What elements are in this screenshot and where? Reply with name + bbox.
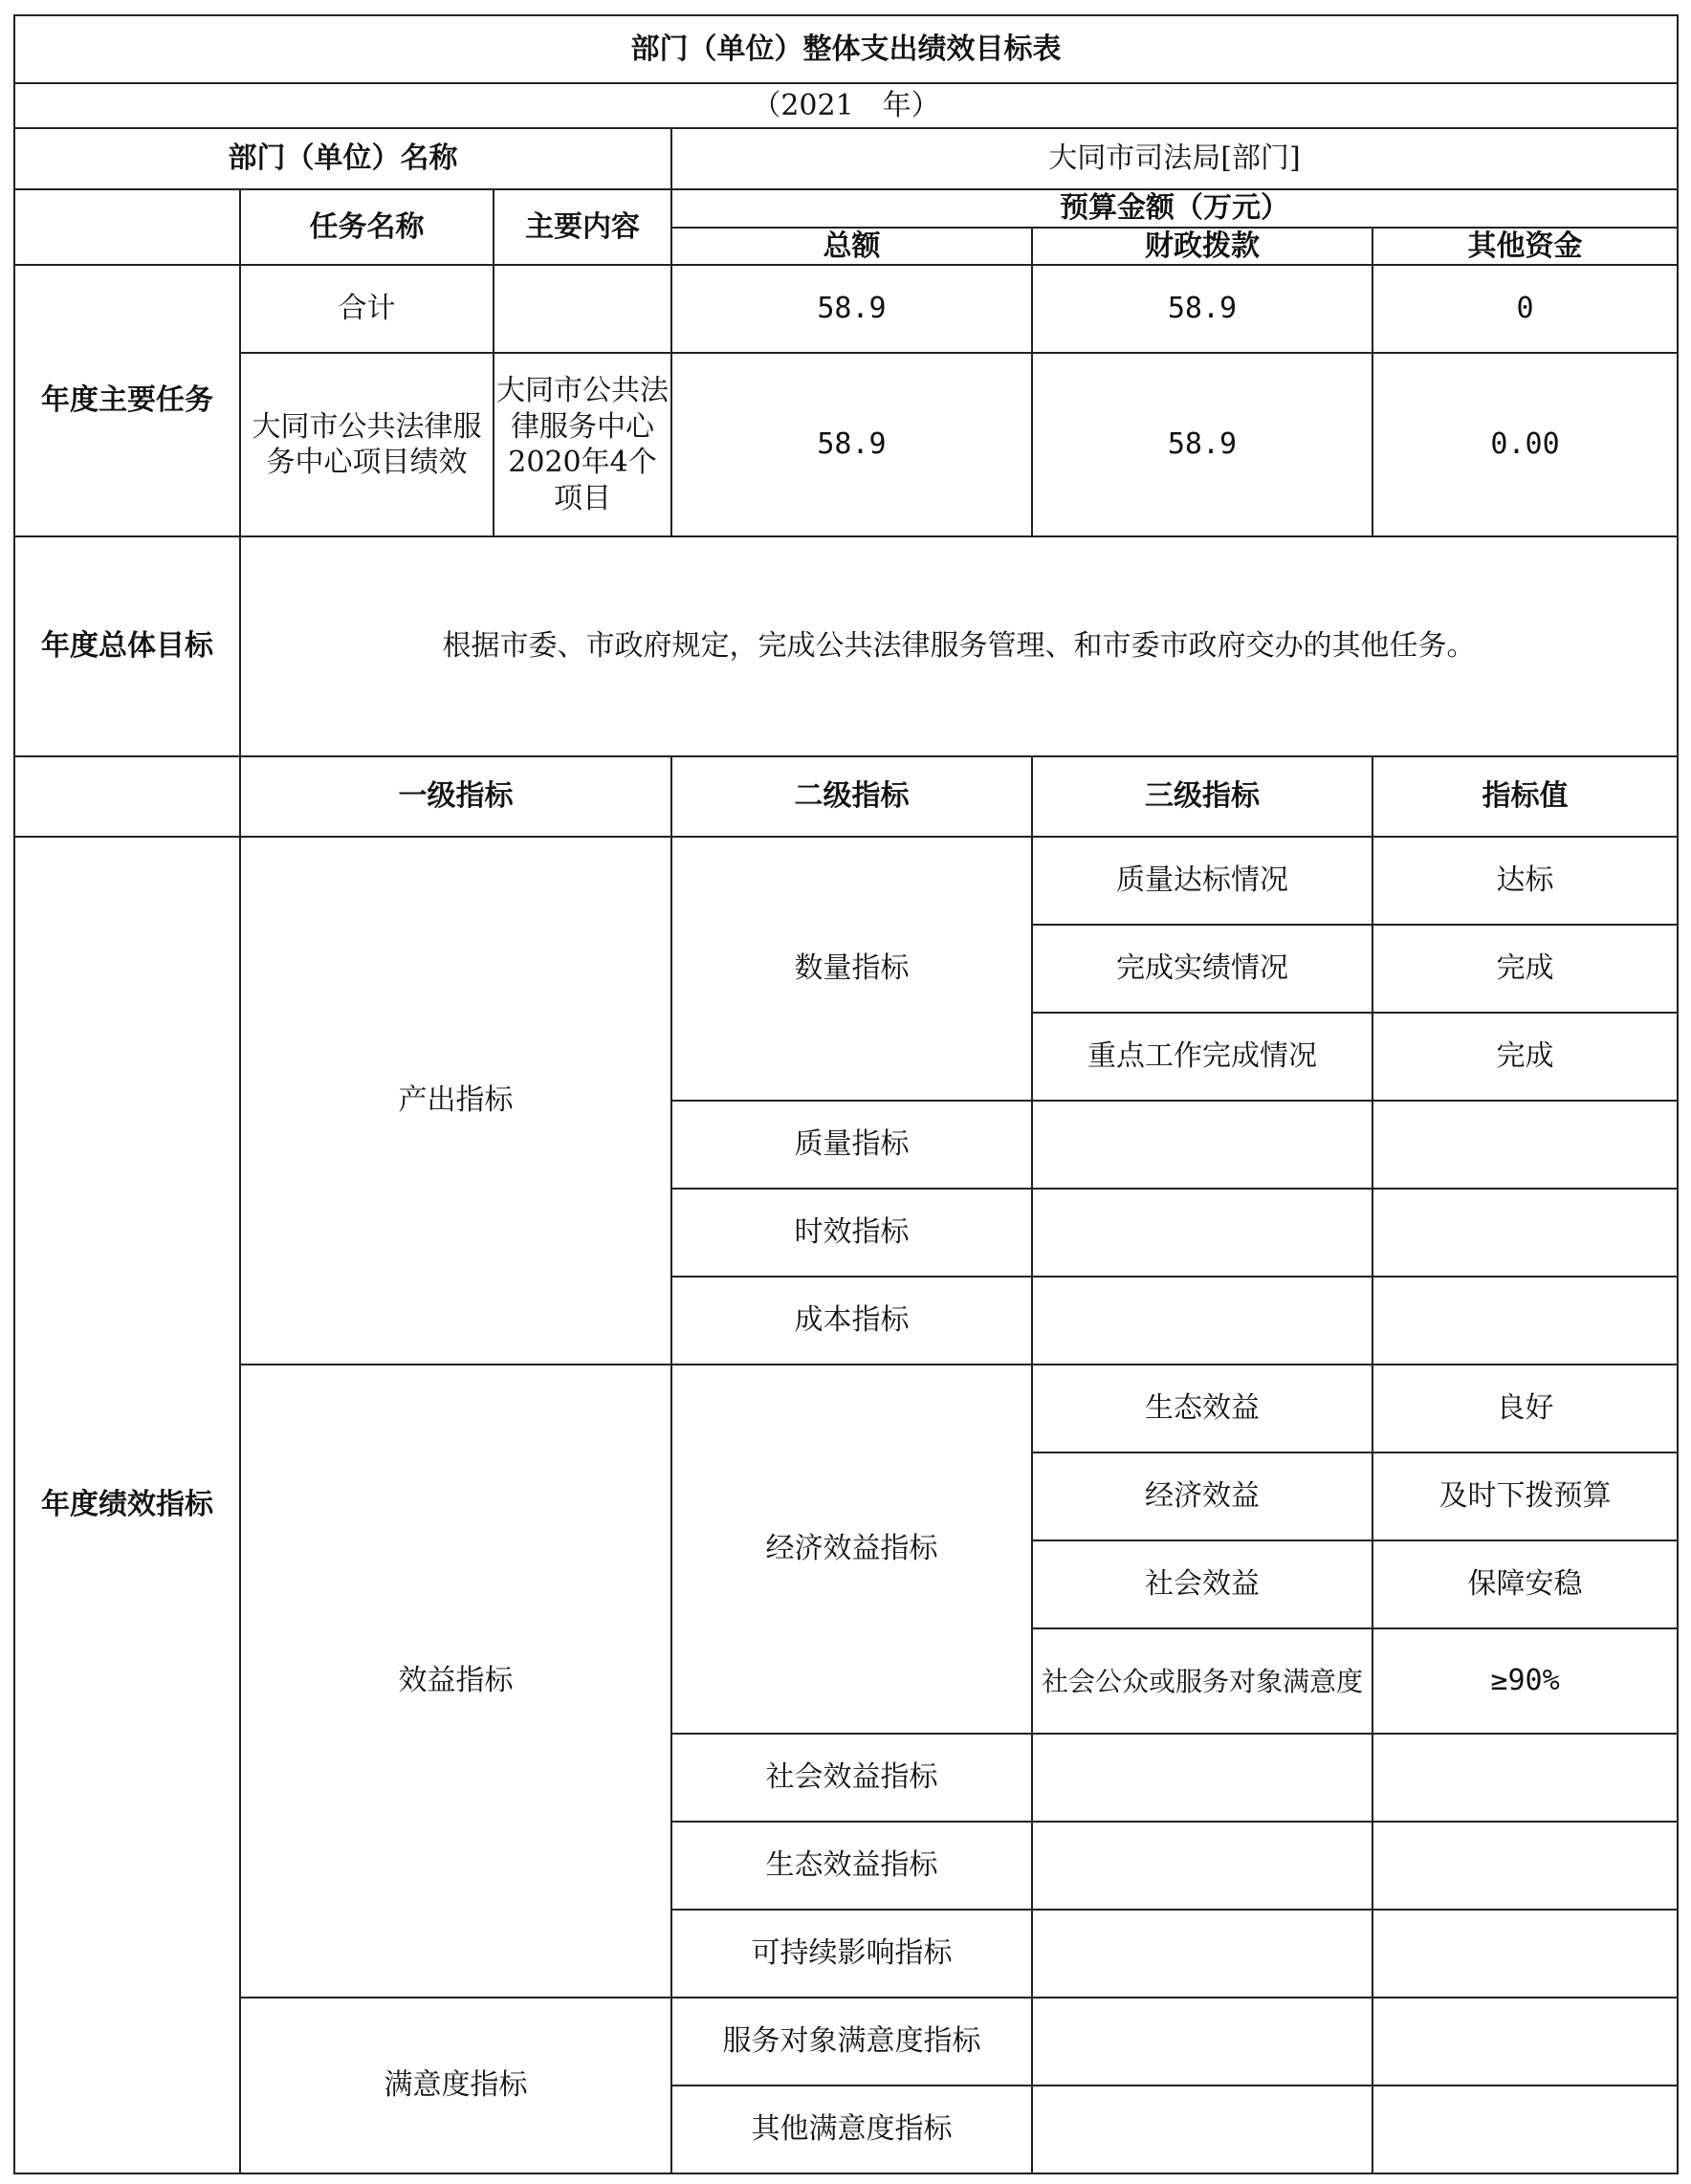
sustainable-impact-indicator-label: 可持续影响指标 [671, 1910, 1032, 1998]
indicator-value-cell [1373, 1734, 1678, 1822]
task-name-cell: 合计 [240, 265, 494, 353]
indicator-value-cell: 保障安稳 [1373, 1540, 1678, 1628]
fiscal-header: 财政拨款 [1032, 228, 1373, 266]
indicator-value-cell [1373, 2086, 1678, 2173]
overall-goal-label: 年度总体目标 [14, 536, 240, 756]
indicator-value-cell: 完成 [1373, 925, 1678, 1013]
timeliness-indicator-label: 时效指标 [671, 1189, 1032, 1277]
benefit-indicator-label: 效益指标 [240, 1365, 671, 1998]
quantity-indicator-label: 数量指标 [671, 837, 1032, 1101]
level3-indicator-cell [1032, 1277, 1373, 1365]
annual-tasks-label: 年度主要任务 [14, 265, 240, 536]
performance-label: 年度绩效指标 [14, 837, 240, 2173]
satisfaction-indicator-label: 满意度指标 [240, 1998, 671, 2173]
cost-indicator-label: 成本指标 [671, 1277, 1032, 1365]
level3-indicator-cell: 重点工作完成情况 [1032, 1013, 1373, 1101]
task-fiscal-cell: 58.9 [1032, 353, 1373, 536]
other-satisfaction-indicator-label: 其他满意度指标 [671, 2086, 1032, 2173]
task-total-cell: 58.9 [671, 265, 1032, 353]
task-other-cell: 0.00 [1373, 353, 1678, 536]
indicator-value-cell [1373, 1822, 1678, 1910]
indicator-value-cell [1373, 1910, 1678, 1998]
indicator-value-cell [1373, 1998, 1678, 2086]
task-fiscal-cell: 58.9 [1032, 265, 1373, 353]
economic-benefit-indicator-label: 经济效益指标 [671, 1365, 1032, 1734]
level3-indicator-cell [1032, 1910, 1373, 1998]
indicator-value-cell [1373, 1277, 1678, 1365]
level3-header: 三级指标 [1032, 756, 1373, 837]
performance-target-table [13, 14, 1679, 2174]
level2-header: 二级指标 [671, 756, 1032, 837]
ecological-benefit-indicator-label: 生态效益指标 [671, 1822, 1032, 1910]
level3-indicator-cell [1032, 1101, 1373, 1189]
main-content-header: 主要内容 [494, 189, 671, 265]
level3-indicator-cell: 社会效益 [1032, 1540, 1373, 1628]
task-other-cell: 0 [1373, 265, 1678, 353]
indicator-value-cell [1373, 1189, 1678, 1277]
social-benefit-indicator-label: 社会效益指标 [671, 1734, 1032, 1822]
table-year: （2021 年） [14, 83, 1678, 128]
overall-goal-text: 根据市委、市政府规定，完成公共法律服务管理、和市委市政府交办的其他任务。 [240, 536, 1678, 756]
task-name-header: 任务名称 [240, 189, 494, 265]
service-satisfaction-indicator-label: 服务对象满意度指标 [671, 1998, 1032, 2086]
budget-header: 预算金额（万元） [671, 189, 1678, 228]
task-total-cell: 58.9 [671, 353, 1032, 536]
quality-indicator-label: 质量指标 [671, 1101, 1032, 1189]
task-header-blank [14, 189, 240, 265]
task-name-cell: 大同市公共法律服务中心项目绩效 [240, 353, 494, 536]
indicator-value-cell: 及时下拨预算 [1373, 1452, 1678, 1540]
indicator-header-blank [14, 756, 240, 837]
indicator-value-cell [1373, 1101, 1678, 1189]
level1-header: 一级指标 [240, 756, 671, 837]
level3-indicator-cell: 完成实绩情况 [1032, 925, 1373, 1013]
level3-indicator-cell [1032, 1734, 1373, 1822]
indicator-value-header: 指标值 [1373, 756, 1678, 837]
level3-indicator-cell: 生态效益 [1032, 1365, 1373, 1452]
department-value: 大同市司法局[部门] [671, 128, 1678, 189]
task-content-cell: 大同市公共法律服务中心2020年4个项目 [494, 353, 671, 536]
department-label: 部门（单位）名称 [14, 128, 671, 189]
indicator-value-cell: 完成 [1373, 1013, 1678, 1101]
level3-indicator-cell [1032, 1998, 1373, 2086]
indicator-value-cell: 达标 [1373, 837, 1678, 925]
level3-indicator-cell: 质量达标情况 [1032, 837, 1373, 925]
task-content-cell [494, 265, 671, 353]
table-title: 部门（单位）整体支出绩效目标表 [14, 15, 1678, 83]
output-indicator-label: 产出指标 [240, 837, 671, 1365]
total-header: 总额 [671, 228, 1032, 266]
level3-indicator-cell: 经济效益 [1032, 1452, 1373, 1540]
level3-indicator-cell [1032, 2086, 1373, 2173]
indicator-value-cell: ≥90% [1373, 1628, 1678, 1734]
other-funds-header: 其他资金 [1373, 228, 1678, 266]
level3-indicator-cell [1032, 1189, 1373, 1277]
level3-indicator-cell [1032, 1822, 1373, 1910]
level3-indicator-cell: 社会公众或服务对象满意度 [1032, 1628, 1373, 1734]
indicator-value-cell: 良好 [1373, 1365, 1678, 1452]
